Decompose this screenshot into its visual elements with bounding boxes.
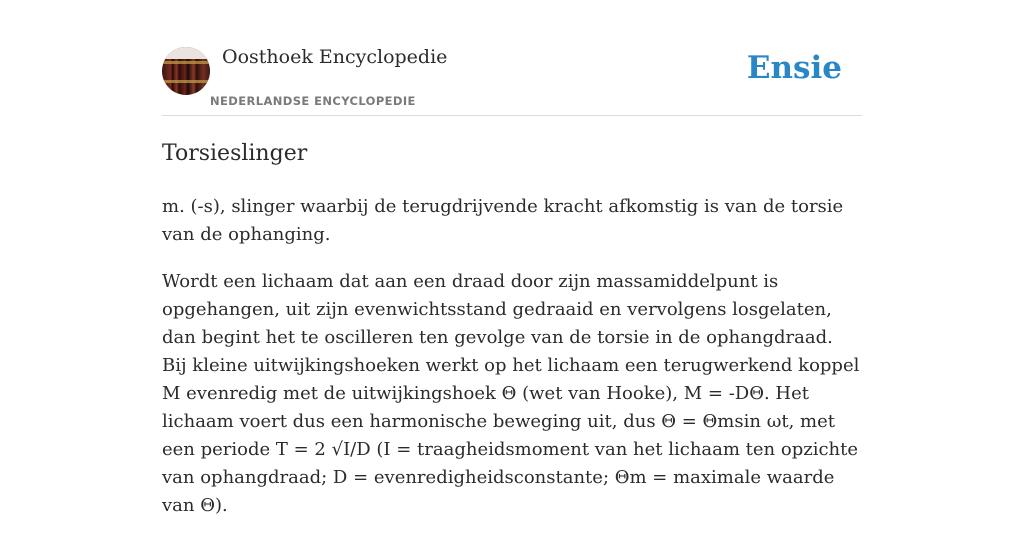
article-paragraph: m. (-s), slinger waarbij de terugdrijvende kracht afkomstig is van de torsie van de ophanging. (162, 196, 844, 245)
article-paragraph: Wordt een lichaam dat aan een draad door zijn massamiddelpunt is opgehangen, uit zijn evenwichtsstand gedraaid en vervolgens losgelaten, dan begint het te oscilleren ten gevolge van de torsie in de ophangdraad. Bij kleine uitwijkingshoeken werkt op het lichaam een terugwerkend koppel M evenredig met de uitwijkingshoek Θ (wet van Hooke), M = -DΘ. Het lichaam voert dus een harmonische beweging uit, dus Θ = Θmsin ωt, met een periode T = 2 √I/D (I = traagheidsmoment van het lichaam ten opzichte van ophangdraad; D = evenredigheidsconstante; Θm = maximale waarde van Θ). (162, 271, 860, 516)
site-subtitle: NEDERLANDSE ENCYCLOPEDIE (210, 94, 416, 108)
brand-logo[interactable]: Ensie (746, 50, 842, 86)
book-spine-band (162, 61, 210, 64)
site-name[interactable]: Oosthoek Encyclopedie (222, 46, 448, 68)
article-title: Torsieslinger (162, 141, 308, 166)
article-body (162, 193, 862, 539)
header-divider (162, 115, 862, 116)
avatar-background (162, 47, 210, 59)
site-logo-avatar[interactable] (162, 47, 210, 95)
site-header (162, 46, 862, 116)
book-spine-band (162, 80, 210, 83)
